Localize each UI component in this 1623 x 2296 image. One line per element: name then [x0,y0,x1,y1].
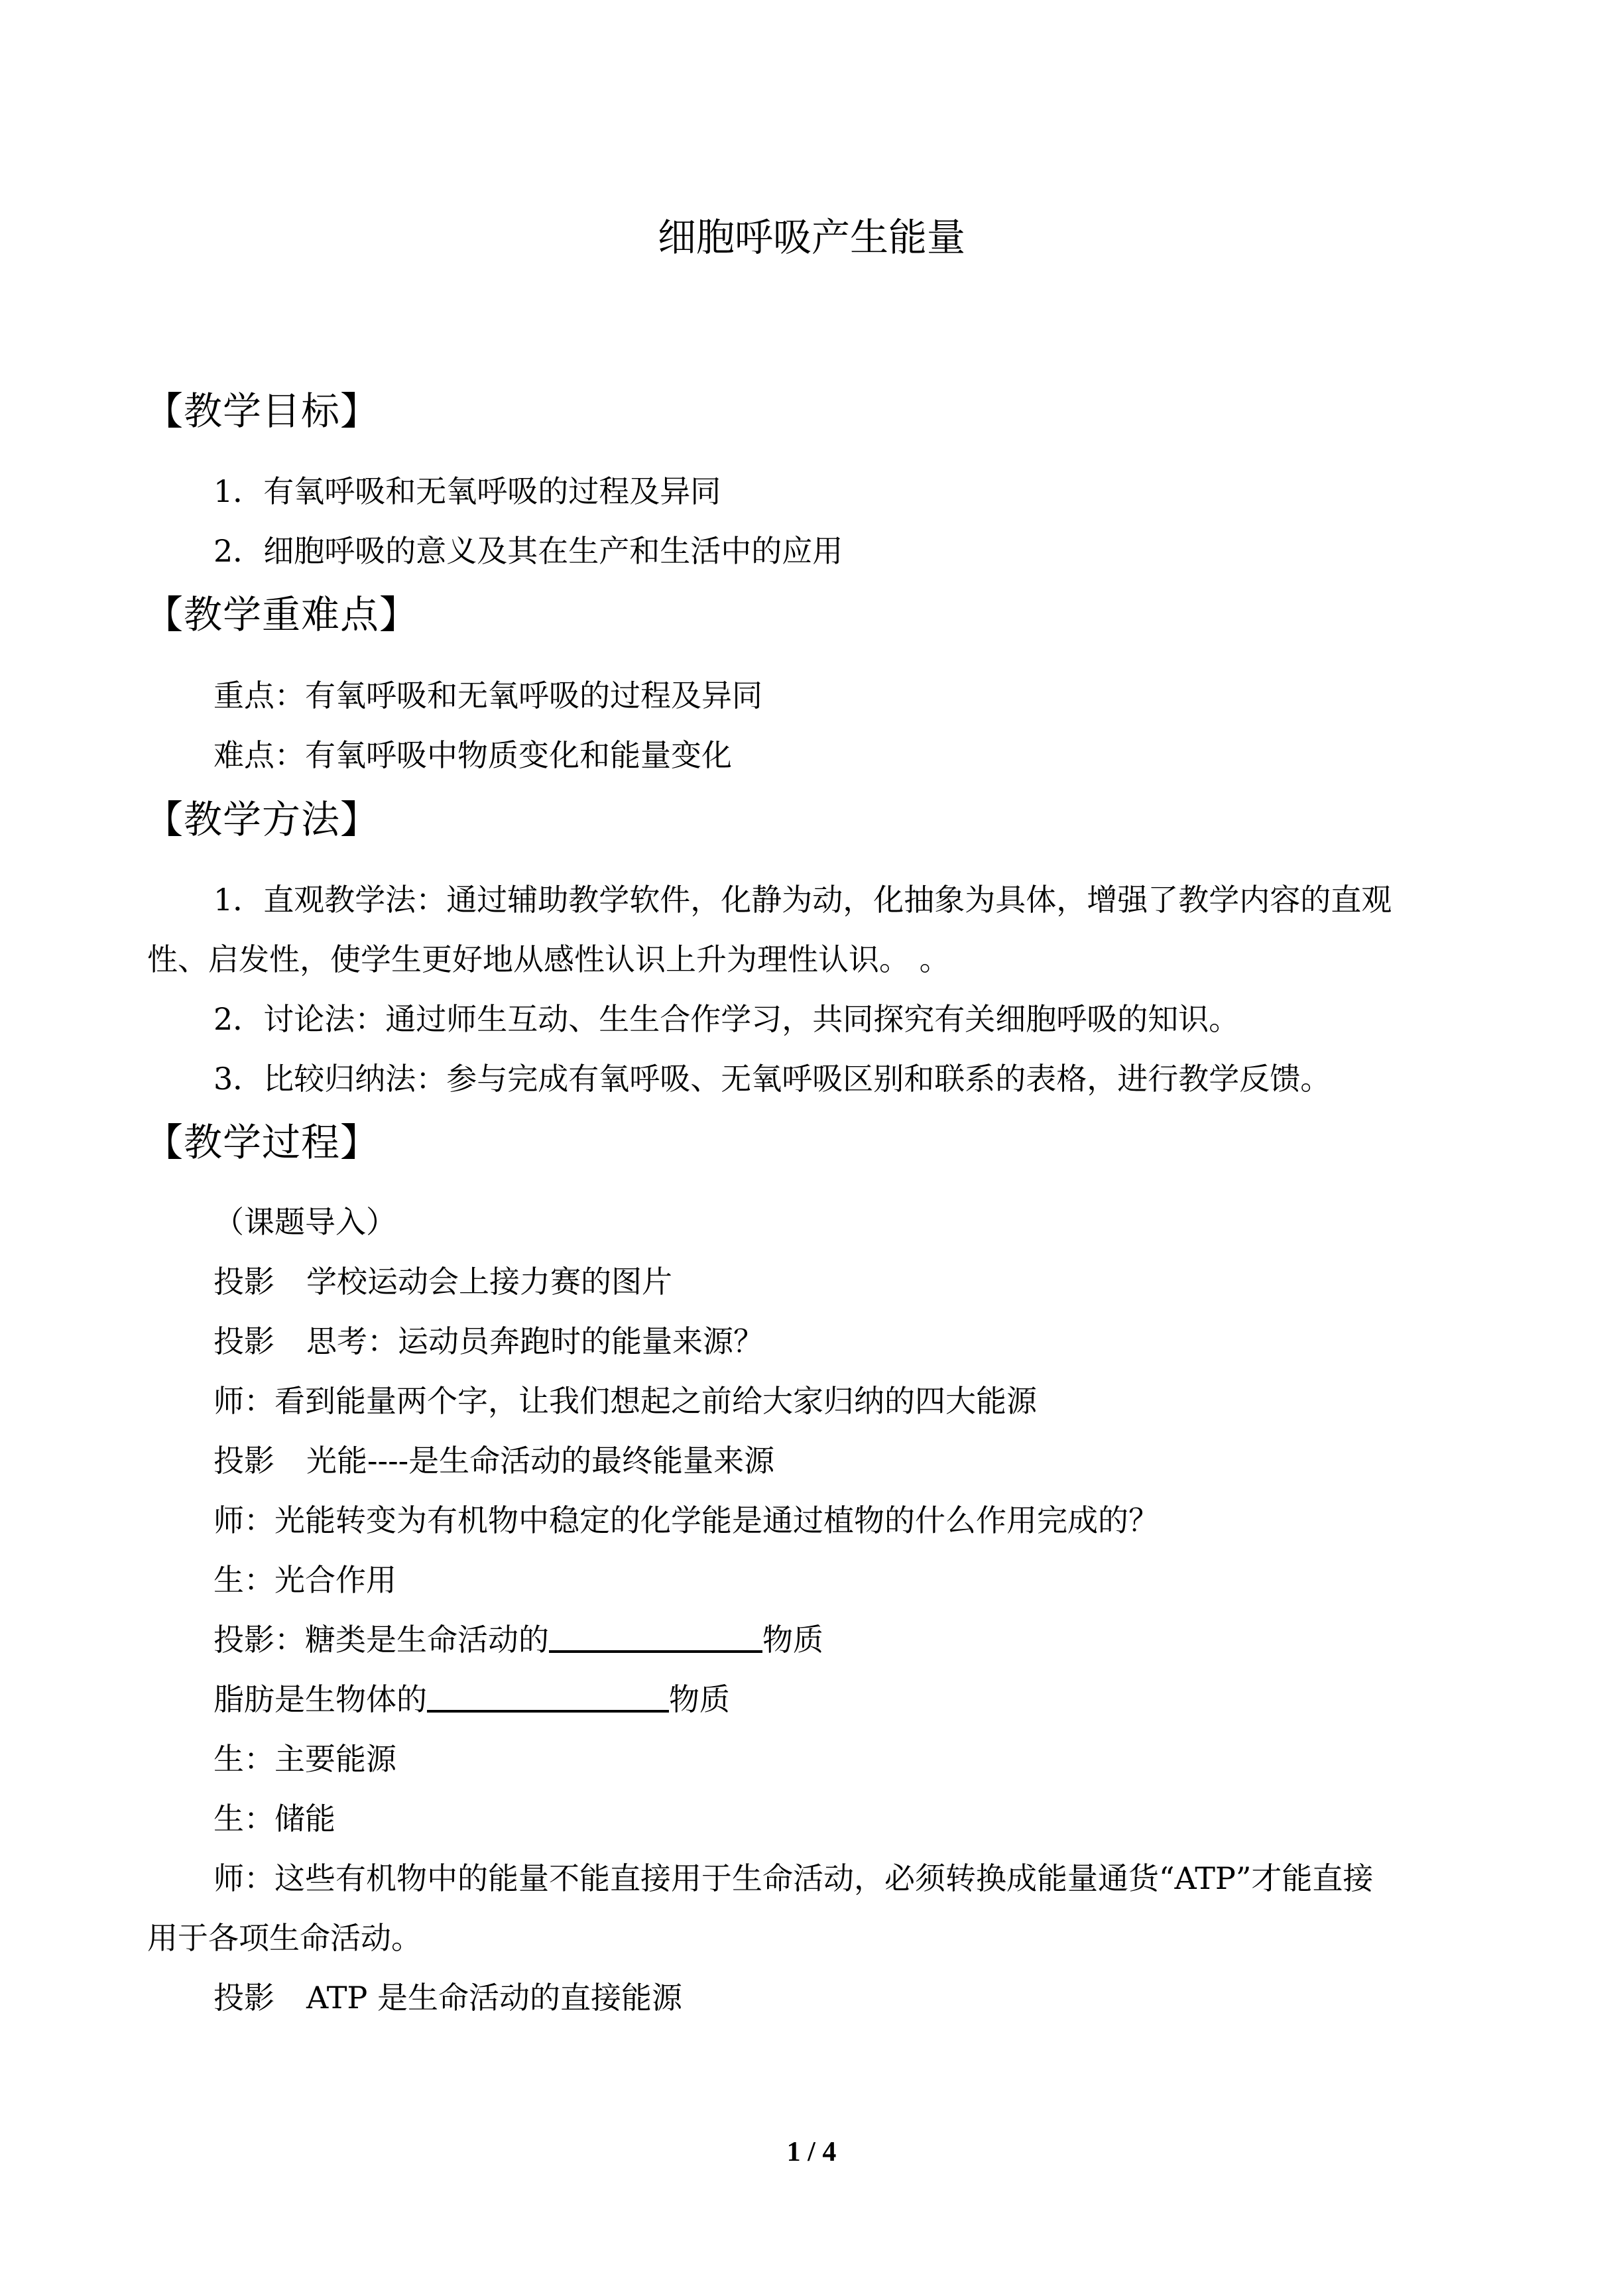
projection-text: 学校运动会上接力赛的图片 [306,1264,672,1299]
method-1-line-2: 性、启发性，使学生更好地从感性认识上升为理性认识。 。 [147,941,950,977]
projection-label: 投影 [213,1264,274,1299]
process-teacher-1: 师：看到能量两个字，让我们想起之前给大家归纳的四大能源 [213,1383,1037,1419]
fill-text-after: 物质 [669,1681,730,1717]
page-number: 1 / 4 [786,2137,837,2167]
process-teacher-3-line-2: 用于各项生命活动。 [147,1920,422,1956]
process-student-2: 生：主要能源 [213,1741,396,1777]
projection-label: 投影 [213,1443,274,1479]
section-heading-methods: 【教学方法】 [145,797,380,842]
projection-text: 光能----是生命活动的最终能量来源 [306,1443,775,1479]
method-3: 3．比较归纳法：参与完成有氧呼吸、无氧呼吸区别和联系的表格，进行教学反馈。 [213,1061,1331,1097]
process-projection-2 [213,1320,764,1362]
projection-label: 投影 [213,1980,274,2016]
process-fill-blank-1 [213,1618,823,1661]
projection-text: ATP 是生命活动的直接能源 [306,1980,682,2016]
key-point-difficulty: 难点：有氧呼吸中物质变化和能量变化 [213,737,732,773]
method-2: 2．讨论法：通过师生互动、生生合作学习，共同探究有关细胞呼吸的知识。 [213,1001,1240,1037]
section-heading-key-points: 【教学重难点】 [145,592,419,637]
section-heading-process: 【教学过程】 [145,1120,380,1165]
process-projection-1 [213,1260,672,1303]
fill-blank-line [427,1679,669,1713]
objective-item-1: 1．有氧呼吸和无氧呼吸的过程及异同 [213,473,721,509]
process-projection-3 [213,1439,774,1482]
page-title: 细胞呼吸产生能量 [657,215,965,260]
key-point-focus: 重点：有氧呼吸和无氧呼吸的过程及异同 [213,678,762,713]
objective-item-2: 2．细胞呼吸的意义及其在生产和生活中的应用 [213,533,843,569]
process-intro: （课题导入） [213,1204,396,1240]
section-heading-objectives: 【教学目标】 [145,389,380,434]
process-teacher-3-line-1: 师：这些有机物中的能量不能直接用于生命活动，必须转换成能量通货“ATP”才能直接 [213,1860,1374,1896]
projection-label: 投影 [213,1323,274,1359]
projection-text: 思考：运动员奔跑时的能量来源？ [306,1323,764,1359]
process-teacher-2: 师：光能转变为有机物中稳定的化学能是通过植物的什么作用完成的？ [213,1502,1159,1538]
process-fill-blank-2 [213,1678,730,1721]
process-student-1: 生：光合作用 [213,1562,396,1598]
process-student-3: 生：储能 [213,1801,335,1837]
fill-blank-line [549,1620,762,1653]
process-projection-4 [213,1976,682,2019]
fill-text-before: 脂肪是生物体的 [213,1681,427,1717]
fill-text-after: 物质 [762,1622,823,1658]
fill-text-before: 投影：糖类是生命活动的 [213,1622,549,1658]
method-1-line-1: 1．直观教学法：通过辅助教学软件，化静为动，化抽象为具体，增强了教学内容的直观 [213,882,1392,918]
